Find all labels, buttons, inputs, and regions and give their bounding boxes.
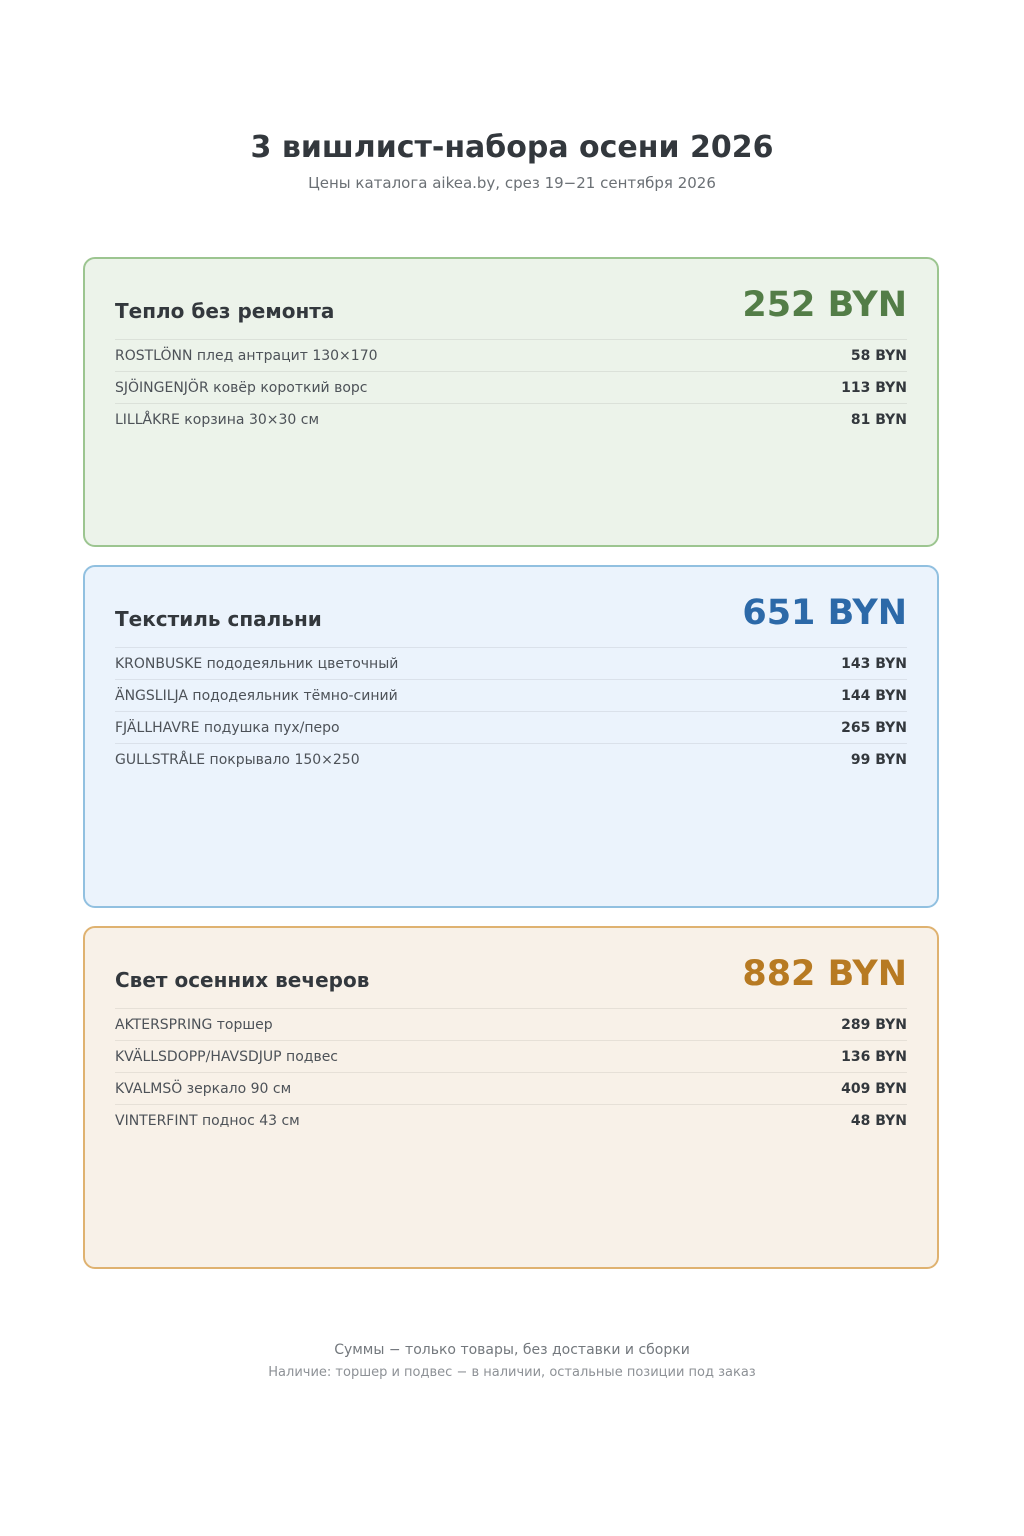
list-item (115, 404, 907, 435)
page-subtitle: Цены каталога aikea.by, срез 19−21 сентября 2026 (308, 174, 716, 192)
wishlist-card-bedroom-textile (83, 565, 939, 908)
item-name: FJÄLLHAVRE подушка пух/перо (115, 720, 340, 736)
card-title: Текстиль спальни (115, 607, 322, 631)
list-item (115, 1009, 907, 1041)
item-list (115, 648, 907, 775)
item-price: 136 BYN (841, 1049, 907, 1065)
item-name: LILLÅKRE корзина 30×30 см (115, 412, 320, 428)
card-total: 651 BYN (742, 593, 907, 633)
item-name: ROSTLÖNN плед антрацит 130×170 (115, 348, 378, 364)
item-price: 81 BYN (850, 412, 907, 428)
card-header (115, 585, 907, 648)
wishlist-card-warmth (83, 257, 939, 547)
footer-note-availability: Наличие: торшер и подвес − в наличии, остальные позиции под заказ (268, 1365, 756, 1380)
list-item (115, 340, 907, 372)
list-item (115, 680, 907, 712)
list-item (115, 1105, 907, 1136)
page-footer (0, 1340, 1024, 1382)
item-price: 58 BYN (850, 348, 907, 364)
card-header (115, 946, 907, 1009)
item-name: VINTERFINT поднос 43 см (115, 1113, 300, 1129)
item-list (115, 340, 907, 435)
item-price: 143 BYN (841, 656, 907, 672)
list-item (115, 648, 907, 680)
item-price: 99 BYN (850, 752, 907, 768)
item-price: 409 BYN (841, 1081, 907, 1097)
item-name: GULLSTRÅLE покрывало 150×250 (115, 752, 360, 768)
card-title: Свет осенних вечеров (115, 968, 370, 992)
card-total: 882 BYN (742, 954, 907, 994)
card-header (115, 277, 907, 340)
page-header (0, 128, 1024, 193)
list-item (115, 1041, 907, 1073)
card-title: Тепло без ремонта (115, 299, 335, 323)
list-item (115, 372, 907, 404)
item-list (115, 1009, 907, 1136)
item-price: 289 BYN (841, 1017, 907, 1033)
wishlist-card-autumn-light (83, 926, 939, 1269)
item-name: ÄNGSLILJA пододеяльник тёмно-синий (115, 688, 398, 704)
list-item (115, 712, 907, 744)
page-title: 3 вишлист-набора осени 2026 (250, 130, 774, 165)
item-name: KRONBUSKE пододеяльник цветочный (115, 656, 399, 672)
list-item (115, 744, 907, 775)
list-item (115, 1073, 907, 1105)
item-name: KVÄLLSDOPP/HAVSDJUP подвес (115, 1049, 339, 1065)
item-name: SJÖINGENJÖR ковёр короткий ворс (115, 380, 368, 396)
item-price: 265 BYN (841, 720, 907, 736)
item-price: 48 BYN (850, 1113, 907, 1129)
footer-note-totals: Суммы − только товары, без доставки и сборки (334, 1342, 690, 1358)
item-price: 113 BYN (841, 380, 907, 396)
item-name: KVALMSÖ зеркало 90 см (115, 1081, 292, 1097)
item-name: AKTERSPRING торшер (115, 1017, 273, 1033)
item-price: 144 BYN (841, 688, 907, 704)
card-total: 252 BYN (742, 285, 907, 325)
